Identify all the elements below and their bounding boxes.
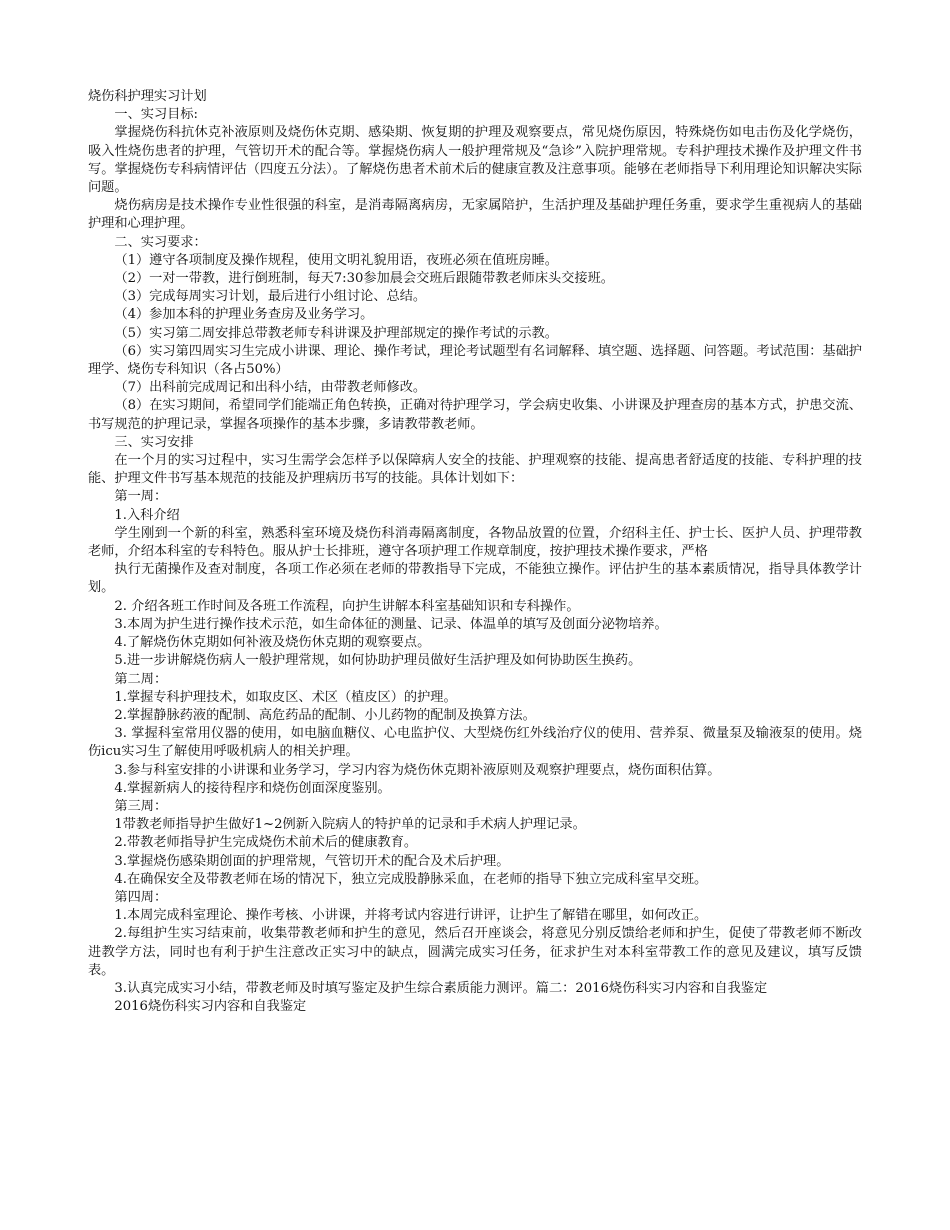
list-item: 3.本周为护生进行操作技术示范，如生命体征的测量、记录、体温单的填写及创面分泌物培养。 (114, 616, 668, 632)
week-heading: 第一周： (114, 489, 168, 505)
list-item: 4.了解烧伤休克期如何补液及烧伤休克期的观察要点。 (114, 635, 431, 651)
list-item: 1.入科介绍 (114, 507, 180, 523)
paragraph: 在一个月的实习过程中，实习生需学会怎样予以保障病人安全的技能、护理观察的技能、提高患者舒适度的技能、专科护理的技能、护理文件书写基本规范的技能及护理病历书写的技能。具体计划如下： (88, 453, 862, 487)
list-item: （8）在实习期间，希望同学们能端正角色转换，正确对待护理学习，学会病史收集、小讲课及护理查房的基本方式，护患交流、书写规范的护理记录，掌握各项操作的基本步骤，多请教带教老师。 (88, 398, 862, 432)
list-item: 1.掌握专科护理技术，如取皮区、术区（植皮区）的护理。 (114, 689, 457, 705)
list-item: （6）实习第四周实习生完成小讲课、理论、操作考试，理论考试题型有名词解释、填空题、选择题、问答题。考试范围：基础护理学、烧伤专科知识（各占50%） (88, 343, 862, 378)
document-page (88, 88, 862, 1016)
list-item: 2.带教老师指导护生完成烧伤术前术后的健康教育。 (114, 835, 418, 851)
paragraph: 学生刚到一个新的科室，熟悉科室环境及烧伤科消毒隔离制度，各物品放置的位置，介绍科主任、护士长、医护人员、护理带教老师，介绍本科室的专科特色。服从护士长排班，遵守各项护理工作规章制度，按护理技术操作要求，严格 (88, 525, 862, 560)
list-item: （4）参加本科的护理业务查房及业务学习。 (114, 307, 374, 323)
list-item: （5）实习第二周安排总带教老师专科讲课及护理部规定的操作考试的示教。 (114, 325, 558, 341)
section-heading-schedule: 三、实习安排 (114, 434, 194, 450)
week-heading: 第二周： (114, 671, 168, 687)
list-item: 1.本周完成科室理论、操作考核、小讲课，并将考试内容进行讲评，让护生了解错在哪里，如何改正。 (114, 908, 708, 924)
list-item: 2.掌握静脉药液的配制、高危药品的配制、小儿药物的配制及换算方法。 (114, 707, 536, 723)
paragraph: 烧伤病房是技术操作专业性很强的科室，是消毒隔离病房，无家属陪护，生活护理及基础护理任务重，要求学生重视病人的基础护理和心理护理。 (88, 198, 862, 232)
list-item: 3.掌握烧伤感染期创面的护理常规，气管切开术的配合及术后护理。 (114, 853, 510, 869)
list-item: 2.每组护生实习结束前，收集带教老师和护生的意见，然后召开座谈会，将意见分别反馈给老师和护生，促使了带教老师不断改进教学方法，同时也有利于护生注意改正实习中的缺点，圆满完成实习任务，征求护生对本科室带教工作的意见及建议，填写反馈表。 (88, 926, 862, 978)
section-heading-requirements: 二、实习要求： (114, 234, 207, 250)
list-item: （1）遵守各项制度及操作规程，使用文明礼貌用语，夜班必须在值班房睡。 (114, 252, 558, 268)
list-item: 3.参与科室安排的小讲课和业务学习，学习内容为烧伤休克期补液原则及观察护理要点，烧伤面积估算。 (114, 762, 721, 778)
list-item: 4.在确保安全及带教老师在场的情况下，独立完成股静脉采血，在老师的指导下独立完成科室早交班。 (114, 871, 708, 887)
paragraph: 执行无菌操作及查对制度，各项工作必须在老师的带教指导下完成，不能独立操作。评估护生的基本素质情况，指导具体教学计划。 (88, 562, 862, 596)
section-heading-goals: 一、实习目标: (114, 107, 198, 123)
list-item: （2）一对一带教，进行倒班制，每天7:30参加晨会交班后跟随带教老师床头交接班。 (114, 271, 614, 287)
document-title: 烧伤科护理实习计划 (88, 89, 207, 104)
list-item: 3. 掌握科室常用仪器的使用，如电脑血糖仪、心电监护仪、大型烧伤红外线治疗仪的使用、营养泵、微量泵及输液泵的使用。烧伤icu实习生了解使用呼吸机病人的相关护理。 (88, 726, 862, 760)
list-item: 5.进一步讲解烧伤病人一般护理常规，如何协助护理员做好生活护理及如何协助医生换药。 (114, 653, 642, 669)
list-item: （3）完成每周实习计划，最后进行小组讨论、总结。 (114, 289, 427, 305)
week-heading: 第四周： (114, 889, 168, 905)
list-item: 4.掌握新病人的接待程序和烧伤创面深度鉴别。 (114, 780, 391, 796)
list-item: （7）出科前完成周记和出科小结，由带教老师修改。 (114, 380, 427, 396)
list-item: 2. 介绍各班工作时间及各班工作流程，向护生讲解本科室基础知识和专科操作。 (114, 598, 580, 614)
subtitle-line: 2016烧伤科实习内容和自我鉴定 (114, 999, 307, 1015)
list-item: 3.认真完成实习小结，带教老师及时填写鉴定及护生综合素质能力测评。篇二：2016烧伤科实习内容和自我鉴定 (114, 980, 768, 996)
paragraph: 掌握烧伤科抗休克补液原则及烧伤休克期、感染期、恢复期的护理及观察要点，常见烧伤原因，特殊烧伤如电击伤及化学烧伤，吸入性烧伤患者的护理，气管切开术的配合等。掌握烧伤病人一般护理常规及“急诊”入院护理常规。专科护理技术操作及护理文件书写。掌握烧伤专科病情评估（四度五分法）。了解烧伤患者术前术后的健康宣教及注意事项。能够在老师指导下利用理论知识解决实际问题。 (88, 125, 862, 196)
week-heading: 第三周： (114, 798, 168, 814)
list-item: 1带教老师指导护生做好1~2例新入院病人的特护单的记录和手术病人护理记录。 (114, 817, 586, 833)
